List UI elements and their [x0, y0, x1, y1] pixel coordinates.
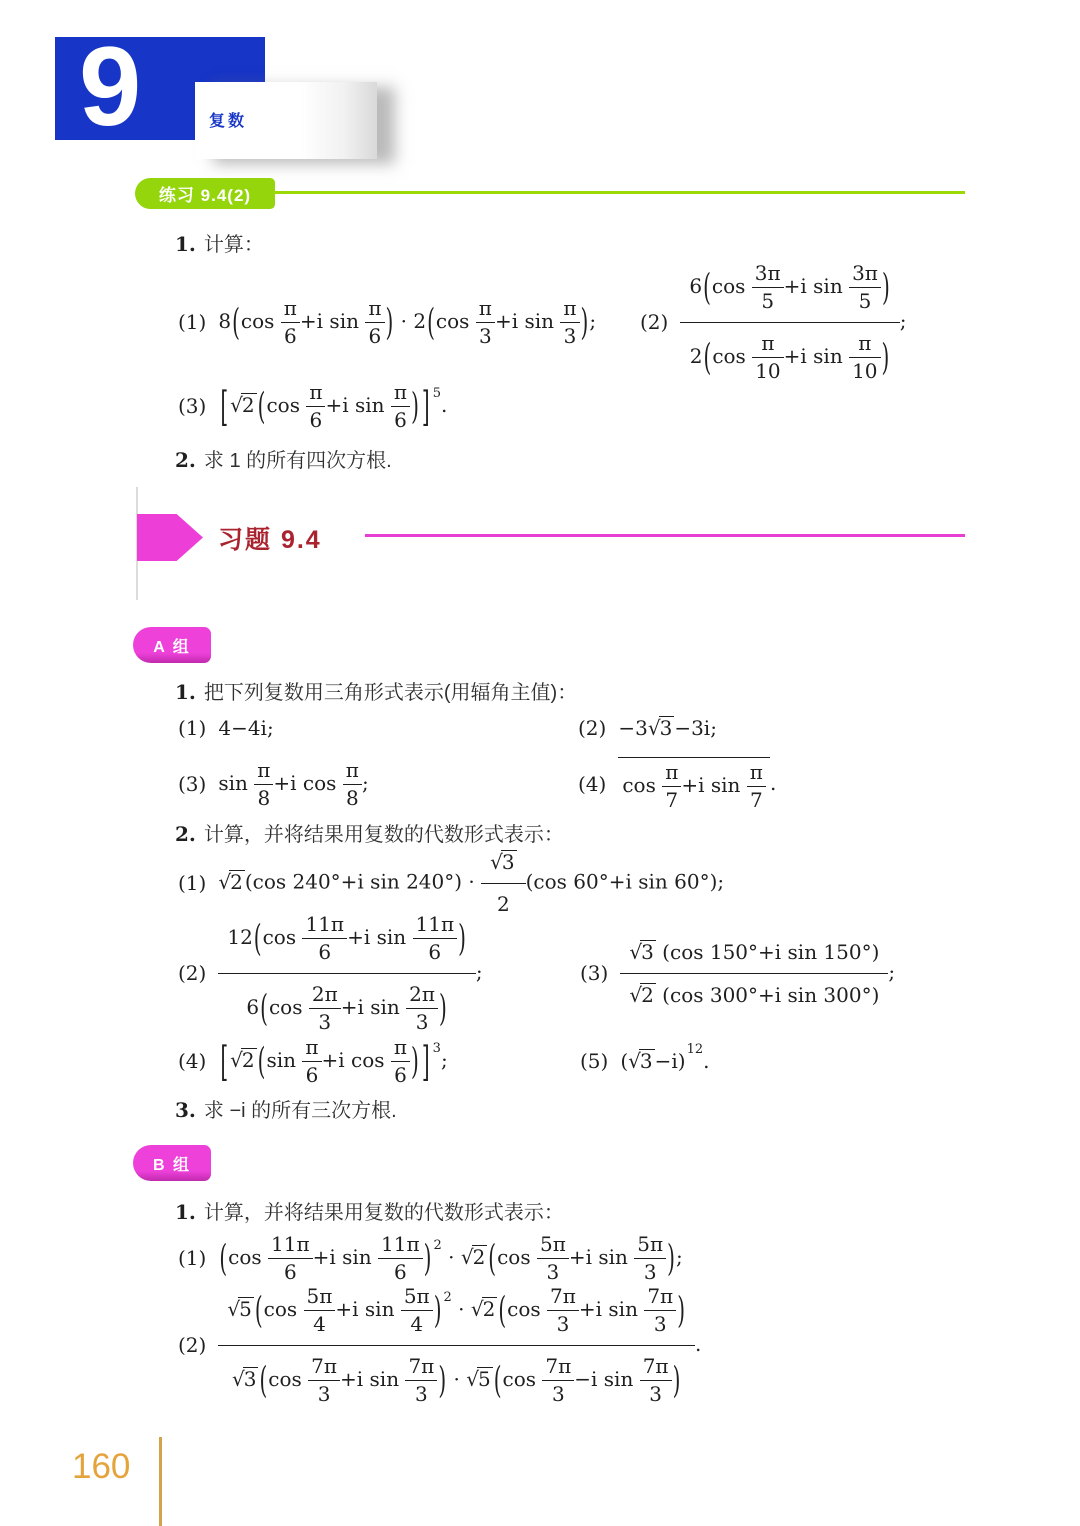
problem-number: 1.: [175, 1200, 196, 1224]
item-formula: $\frac{\text{√3 (cos 150°+i sin 150°)}}{\text{√2 (cos 300°+i sin 300°)}}$ ;: [620, 935, 895, 1012]
item-formula: cos $\frac{\pi}{7}$ +i sin $\frac{\pi}{7}$ .: [618, 757, 776, 812]
problem-text: 计算，并将结果用复数的代数形式表示：: [203, 1202, 564, 1224]
group-a-q3: [175, 1094, 397, 1123]
problem-text: 求 1 的所有四次方根.: [203, 450, 392, 472]
item-formula: −3√3 −3i;: [618, 716, 717, 740]
item-tag: (1): [178, 309, 207, 334]
item-formula: 12(cos $\frac{11\pi}{6}$ +i sin $\frac{11\pi}{6}$ ) 6(cos $\frac{2\pi}{3}$ +i sin $\frac{2\pi}{3}$ ) ;: [218, 908, 482, 1039]
item-tag: (5): [580, 1048, 609, 1073]
item-tag: (1): [178, 870, 207, 895]
group-a-item-5: [178, 852, 724, 914]
problem-text: 把下列复数用三角形式表示(用辐角主值)：: [203, 682, 578, 704]
chapter-title: 复数: [209, 113, 248, 130]
group-b-q1-heading: [175, 1196, 564, 1225]
group-a-q2-heading: [175, 818, 564, 847]
problem-number: 1.: [175, 232, 196, 256]
arrow-icon: [137, 514, 203, 561]
item-formula: 6(cos $\frac{3\pi}{5}$ +i sin $\frac{3\pi}{5}$ ) 2(cos $\frac{\pi}{10}$ +i sin $\frac{\pi}{10}$ ) ;: [680, 257, 906, 388]
problem-text: 计算，并将结果用复数的代数形式表示：: [203, 824, 564, 846]
problem-number: 3.: [175, 1098, 196, 1122]
item-tag: (3): [178, 393, 207, 418]
item-tag: (3): [580, 960, 609, 985]
practice-section-rule: [273, 191, 965, 194]
group-b-label: B 组: [133, 1145, 211, 1181]
problem-number: 2.: [175, 822, 196, 846]
exercise-title: 习题 9.4: [218, 526, 322, 554]
item-tag: (4): [178, 1048, 207, 1073]
group-a-item-3: [178, 752, 369, 816]
chapter-badge: [55, 24, 265, 149]
item-tag: (1): [178, 1245, 207, 1270]
chapter-number: 9: [79, 24, 142, 149]
problem-number: 1.: [175, 680, 196, 704]
group-a-item-6: [178, 908, 483, 1038]
chapter-title-card: [195, 82, 377, 159]
item-formula: (√3 −i)12.: [620, 1042, 710, 1073]
group-a-item-7: [580, 908, 895, 1038]
item-formula: √5 (cos $\frac{5\pi}{4}$ +i sin $\frac{5\pi}{4}$ ) 2 · √2 (cos $\frac{7\pi}{3}$ +i sin $\frac{7\pi}{3}$ ) √3 (cos $\frac{7\pi}{3}$ +i sin $\frac{7\pi}{3}$ ) · √5 (cos $\frac{7\pi}{3}$ −i sin $\frac{7\pi}{3}$ ) .: [218, 1280, 701, 1411]
group-a-item-8: [178, 1030, 448, 1092]
page-number: 160: [72, 1447, 131, 1486]
problem-number: 2.: [175, 448, 196, 472]
practice-q1-heading: [175, 228, 264, 257]
group-a-label: A 组: [133, 627, 211, 663]
practice-item-1: [178, 262, 596, 382]
practice-item-2: [640, 262, 907, 382]
exercise-rule: [365, 534, 965, 537]
group-b-item-2: [178, 1283, 702, 1406]
group-a-item-9: [580, 1030, 710, 1092]
item-tag: (2): [640, 309, 669, 334]
item-tag: (4): [578, 771, 607, 796]
group-a-q1-heading: [175, 676, 577, 705]
item-tag: (2): [178, 960, 207, 985]
item-formula: sin $\frac{\pi}{8}$ +i cos $\frac{\pi}{8}$ ;: [218, 757, 369, 810]
item-formula: √2 (cos 240°+i sin 240°) · $\frac{√3}{2}$ (cos 60°+i sin 60°);: [218, 845, 724, 921]
problem-text: 计算：: [203, 234, 264, 256]
item-tag: (2): [178, 1332, 207, 1357]
practice-q2: [175, 444, 392, 473]
practice-section-label: 练习 9.4(2): [135, 178, 275, 209]
item-tag: (3): [178, 771, 207, 796]
group-a-item-2: [578, 714, 717, 742]
item-tag: (1): [178, 715, 207, 740]
item-formula: 4−4i;: [218, 715, 274, 740]
page-number-rule: [159, 1437, 162, 1526]
item-formula: [ √2 (cos $\frac{\pi}{6}$ +i sin $\frac{\pi}{6}$ ) ] 5.: [220, 379, 448, 432]
group-a-item-1: [178, 714, 274, 742]
group-a-item-4: [578, 752, 776, 816]
item-formula: [ √2 (sin $\frac{\pi}{6}$ +i cos $\frac{\pi}{6}$ ) ] 3;: [220, 1034, 448, 1087]
item-tag: (2): [578, 715, 607, 740]
practice-item-3: [178, 374, 447, 438]
item-formula: (cos $\frac{11\pi}{6}$ +i sin $\frac{11\pi}{6}$ ) 2 · √2 (cos $\frac{5\pi}{3}$ +i sin $\frac{5\pi}{3}$ );: [219, 1231, 683, 1284]
item-formula: 8(cos $\frac{\pi}{6}$ +i sin $\frac{\pi}{6}$ ) · 2(cos $\frac{\pi}{3}$ +i sin $\frac{\pi}{3}$ );: [218, 295, 597, 348]
problem-text: 求 −i 的所有三次方根.: [203, 1100, 397, 1122]
